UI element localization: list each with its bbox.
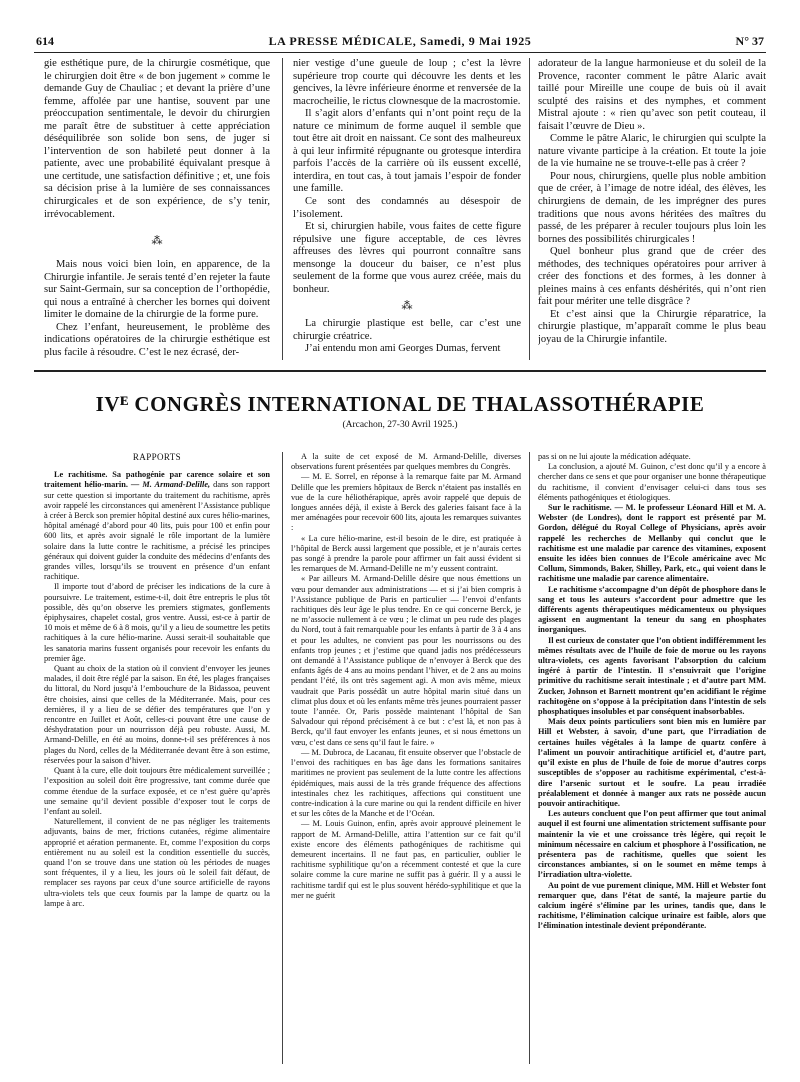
column-divider <box>282 58 283 360</box>
ornament-asterism: ⁂ <box>401 300 413 313</box>
paragraph: pas si on ne lui ajoute la médication adéquate. <box>538 452 691 461</box>
paragraph: « La cure hélio-marine, est-il besoin de le dire, est pratiquée à l’hôpital de Berck aussi largement que possible, et je n’aurais certes pas songé à prendre la parole pour affirmer un fait aussi évident si les remarques de M. Armand-Delille ne m’y eussent contraint. <box>291 533 521 574</box>
bottom-column-2 <box>291 452 521 1064</box>
paragraph: — M. Dubroca, de Lacanau, fit ensuite observer que l’obstacle de l’envoi des rachitiques en bas âge dans les formations sanitaires maritimes ne provient pas seulement de la lutte contre les affections épidémiques, mais aussi de la très grande fréquence des affections intestinales chez les rachitiques, affections qui constituent une contre-indication à la cure marine ou qui la rendent difficile en hiver et sur les côtes de la Manche et de l’Océan. <box>291 747 521 819</box>
paragraph: La conclusion, a ajouté M. Guinon, c’est donc qu’il y a encore à chercher dans ce sens et que pour organiser une bonne thérapeutique du rachitisme, il convient d’envisager celui-ci dans tous ses éléments pathogéniques et étiologiques. <box>538 462 766 502</box>
paragraph: Le rachitisme s’accompagne d’un dépôt de phosphore dans le sang et tous les auteurs s’accordent pour admettre que les différents agents thérapeutiques médicamenteux ou physiques agissent en augmentant la teneur du sang en phosphates inorganiques. <box>538 584 766 635</box>
paragraph: Les auteurs concluent que l’on peut affirmer que tout animal auquel il est fourni une alimentation strictement suffisante pour maintenir la vie et une croissance très légère, qui reçoit le minimum nécessaire en calcium et phosphore à l’ossification, ne présentera pas de rachitisme, quelles que soient les circonstances ambiantes, si on le soumet en même temps à l’irradiation ultra-violette. <box>538 809 766 880</box>
paragraph: Quant à la cure, elle doit toujours être médicalement surveillée ; l’exposition au soleil doit être progressive, tant comme durée que comme étendue de la surface exposée, et ce n’est guère qu’après une semaine qu’il devient possible d’exposer tout le corps de l’enfant au soleil. <box>44 766 270 816</box>
report-author: — M. Armand-Delille, <box>131 480 211 490</box>
paragraph: Quel bonheur plus grand que de créer des méthodes, des techniques opératoires pour arriver à créer des fonctions et des formes, à les donner à pleines mains à ces enfants déshérités, qui n’ont rien fait pour mériter une telle disgrâce ? <box>538 246 766 308</box>
paragraph: A la suite de cet exposé de M. Armand-Delille, diverses observations furent présentées par quelques membres du Congrès. <box>291 452 521 472</box>
journal-title: LA PRESSE MÉDICALE, Samedi, 9 Mai 1925 <box>268 34 532 48</box>
paragraph: Quant au choix de la station où il convient d’envoyer les jeunes malades, il doit être réglé par la saison. En été, les plages françaises du littoral, du Nord jusqu’à l’embouchure de la Bidassoa, peuvent être choisies, ainsi que celles de la Méditerranée. Mais, pour ces dernières, il y a lieu de se défier des températures que l’on y rencontre en Juillet et Août, celles-ci pouvant être une cause de déshydratation pour un nourrisson déjà peu robuste. Aussi, M. Armand-Delille, en été au moins, donne-t-il ses préférences à nos plages du Nord, celles de la Méditerranée devant être à son estime, réservées pour la saison d’hiver. <box>44 664 270 765</box>
report-title: Le rachitisme. Sa pathogénie par carence solaire et son traitement hélio-marin. <box>44 470 270 490</box>
section-heading: RAPPORTS <box>132 452 182 462</box>
column-divider <box>282 452 283 1064</box>
paragraph: Et c’est ainsi que la Chirurgie réparatrice, la chirurgie plastique, m’apparaît comme le plus beau joyau de la Chirurgie infantile. <box>538 308 766 346</box>
paragraph: Comme le pâtre Alaric, le chirurgien qui sculpte la nature vivante participe à la création. Et toute la joie de la vie humaine ne se trouve-t-elle pas à créer ? <box>538 133 766 170</box>
paragraph: La chirurgie plastique est belle, car c’est une chirurgie créatrice. <box>293 318 521 342</box>
paragraph: Pour nous, chirurgiens, quelle plus noble ambition que de créer, à l’image de notre idéal, des élèves, les chirurgiens de demain, de les imprégner des pures traditions que nous avons héritées des maîtres du passé, de les préparer à reculer toujours plus loin les bornes des possibilités chirurgicales ! <box>538 170 766 245</box>
paragraph: Mais deux points particuliers sont bien mis en lumière par Hill et Webster, à savoir, d’une part, que l’irradiation de certaines huiles végétales à la lampe de quartz confère à l’aliment un pouvoir antirachitique artificiel et, d’autre part, qu’il existe en plus de l’huile de foie de morue d’autres corps susceptibles de s’opposer au rachitisme expérimental, c’est-à-dire l’arsenic surtout et le soufre. La peau irradiée préalablement et donnée à manger aux rats ne possède aucun pouvoir antirachitique. <box>538 717 766 808</box>
paragraph: Ce sont des condamnés au désespoir de l’isolement. <box>293 196 521 220</box>
paragraph: nier vestige d’une gueule de loup ; c’est la lèvre supérieure trop courte qui découvre les dents et les gencives, la lèvre inférieure énorme et renversée de la macrocheilie, le rictus clownesque de la macrostomie. <box>293 58 521 107</box>
paragraph: Chez l’enfant, heureusement, le problème des indications opératoires de la chirurgie esthétique est plus facile à résoudre. C’est le nez écrasé, der- <box>44 321 270 358</box>
bottom-column-3 <box>538 452 766 1064</box>
top-column-3 <box>538 58 766 362</box>
paragraph: — M. E. Sorrel, en réponse à la remarque faite par M. Armand Delille que les premiers hôpitaux de Berck n’étaient pas installés en vue de la cure héliothérapique, après avoir rappelé que depuis de longues années déjà, il existe à Berck des galeries faisant face à la mer aménagées pour recevoir 600 lits, ajouta les remarques suivantes : <box>291 472 521 533</box>
ornament-asterism: ⁂ <box>151 235 163 248</box>
paragraph: « Par ailleurs M. Armand-Delille désire que nous émettions un vœu pour demander aux administrations — et si j’ai bien compris à l’Assistance publique de Paris en particulier — l’envoi d’enfants rachitiques dès leur âge le plus tendre. En ce qui concerne Berck, je ne m’associe nullement à ce vœu ; le climat un peu rude des plages du Nord, tout à fait remarquable pour les enfants à partir de 3 à 4 ans et pour les adultes, ne convient pas pour les nourrissons ou des enfants trop jeunes ; et j’estime que quand jadis nos prédécesseurs ont demandé à l’Assistance publique de n’envoyer à Berck que des enfants âgés de 4 ans au moins pendant l’hiver, et de 2 ans au moins pendant l’été, ils ont très sagement agi. A mon avis même, mieux vaudrait que Paris possédât un autre hôpital marin situé dans un climat plus doux et où les enfants même très jeunes pourraient passer toute l’année. Or, Paris possède maintenant l’hôpital de San Salvadour qui répond précisément à ce but : c’est là, et non pas à Berck, qu’il faut envoyer les enfants jeunes, et si nous émettons un vœu, c’est dans ce sens qu’il faut le faire. » <box>291 574 521 747</box>
paragraph <box>44 470 270 582</box>
paragraph: adorateur de la langue harmonieuse et du soleil de la Provence, raconter comment le pâtre Alaric avait taillé pour Mireille une coupe de buis où il avait sculpté des raisins et des nymphes, et comment Mistral ajoute : « rien qu’avec son petit couteau, il faisait l’œuvre de Dieu ». <box>538 58 766 132</box>
paragraph-text: dans son rapport sur cette question si importante du traitement du rachitisme, après avoir rappelé les circonstances qui amenèrent l’Assistance publique à créer à Berck son premier hôpital destiné aux cures hélio-marines, hôpital aménagé d’abord pour 40 lits, puis pour 100 et enfin pour 600 lits, et après avoir signalé le rôle important de la lumière solaire dans la lutte contre le rachitisme, a précisé les principes généraux qui doivent guider la conduite des médecins d’enfants des grandes villes, lorsqu’ils se trouvent en présence d’un enfant rachitique. <box>44 480 270 582</box>
top-column-2 <box>293 58 521 362</box>
paragraph: Sur le rachitisme. — M. le professeur Léonard Hill et M. A. Webster (de Londres), dont le rapport est présenté par M. Gordon, délégué du Royal College of Physicians, après avoir rappelé les recherches de Mellanby qui conclut que le rachitisme est une maladie par carence des vitamines, exposent ensuite les idées bien connues de l’Ecole américaine avec Mc Collum, Simmonds, Baker, Shilley, Park, etc., qui voient dans le rachitisme une maladie par carence alimentaire. <box>538 503 766 584</box>
header-rule <box>34 52 766 53</box>
page-number: 614 <box>36 34 54 48</box>
congress-title: IVᴱ CONGRÈS INTERNATIONAL DE THALASSOTHÉRAPIE <box>95 392 705 416</box>
issue-number: N° 37 <box>735 34 764 48</box>
paragraph: Et si, chirurgien habile, vous faites de cette figure répulsive une figure acceptable, de ces lèvres affreuses des lèvres qui pourront connaître sans mensonge la douceur du baiser, ce n’est plus seulement de la forme que vous aurez créée, mais du bonheur. <box>293 221 521 295</box>
section-rule <box>34 370 766 372</box>
top-column-1 <box>44 58 270 362</box>
paragraph: gie esthétique pure, de la chirurgie cosmétique, que le chirurgien doit être « de bon jugement » comme le demande Guy de Chauliac ; et devant la prière d’une femme, affolée par une hantise, souvent par une préoccupation sentimentale, le devoir du chirurgien me paraît être de substituer à cette appréciation déséquilibrée son solide bon sens, de juger si l’intervention de son habileté peut donner à la patiente, avec une probabilité équivalant presque à une certitude, une satisfaction définitive ; et, une fois sa décision prise à la lumière de ses connaissances chirurgicales et de son expérience, de s’y tenir, irrévocablement. <box>44 58 270 220</box>
paragraph: Naturellement, il convient de ne pas négliger les traitements adjuvants, bains de mer, frictions cutanées, régime alimentaire approprié et aération permanente. Et, comme l’exposition du corps entièrement nu au soleil est la condition essentielle du succès, quand l’on se trouve dans une station où les périodes de nuages sont fréquentes, il y a lieu, les jours où le soleil fait défaut, de remplacer ses rayons par ceux d’une source artificielle de rayons ultra-violets tels que ceux fournis par la lampe de quartz ou la lampe à arc. <box>44 817 270 908</box>
bottom-column-1 <box>44 452 270 1064</box>
congress-subtitle: (Arcachon, 27-30 Avril 1925.) <box>342 420 458 430</box>
paragraph: Mais nous voici bien loin, en apparence, de la Chirurgie infantile. Je serais tenté d’en rejeter la faute sur Saint-Germain, sur sa conception de l’orthopédie, qui nous a entraîné à chercher les bornes qui doivent limiter le domaine de la chirurgie de la forme pure. <box>44 259 270 321</box>
running-header <box>36 34 764 48</box>
paragraph: Il importe tout d’abord de préciser les indications de la cure à poursuivre. Le traitement, estime-t-il, doit être entrepris le plus tôt possible, dès qu’on observe les premiers stigmates, gonflements épiphysaires, chapelet costal, gros ventre. Aussi, est-ce à partir de 10 mois et même de 6 à 8 mois, qu’il y a lieu de soumettre les petits rachitiques à la cure hélio-marine. Aussi serait-il souhaitable que les sanatoria marins fussent organisés pour recevoir les enfants du premier âge. <box>44 582 270 663</box>
paragraph: Il s’agit alors d’enfants qui n’ont point reçu de la nature ce minimum de forme auquel il semble que tout être ait droit en naissant. Ce sont des malheureux à qui leur infirmité répugnante ou grotesque interdira parfois l’accès de la carrière où ils eussent excellé, interdira, en tout cas, à tout jamais l’espoir de fonder une famille. <box>293 108 521 195</box>
column-divider <box>529 452 530 1064</box>
paragraph: J’ai entendu mon ami Georges Dumas, fervent <box>305 343 501 355</box>
paragraph: Il est curieux de constater que l’on obtient indifféremment les mêmes résultats avec de l’huile de foie de morue ou les rayons ultra-violets, ces agents favorisant l’absorption du calcium ingéré à partir de l’intestin. Il s’ensuivrait que l’origine primitive du rachitisme serait intestinale ; et d’autre part MM. Zucker, Johnson et Barnett montrent qu’en acidifiant le régime rachitogène on s’oppose à la précipitation dans l’intestin de sels phosphatiques insolubles et par conséquent inabsorbables. <box>538 635 766 717</box>
paragraph: Au point de vue purement clinique, MM. Hill et Webster font remarquer que, dans l’état de santé, la majeure partie du calcium ingéré s’élimine par les urines, tandis que, dans le rachitisme, l’élimination calcique urinaire est faible, alors que l’élimination intestinale devient prépondérante. <box>538 880 766 931</box>
paragraph: — M. Louis Guinon, enfin, après avoir approuvé pleinement le rapport de M. Armand-Delille, attira l’attention sur ce fait qu’il existe encore des éléments pathogéniques de rachitisme qui demeurent incertains. Il ne faut pas, en particulier, oublier le rachitisme syphilitique qu’on a récemment contesté et que la cure solaire comme la cure marine ne suffit pas à guérir. Il y a aussi le rachitisme tardif qui est le plus souvent hérédo-syphilitique et que la mer ne guérit <box>291 819 521 900</box>
column-divider <box>529 58 530 360</box>
